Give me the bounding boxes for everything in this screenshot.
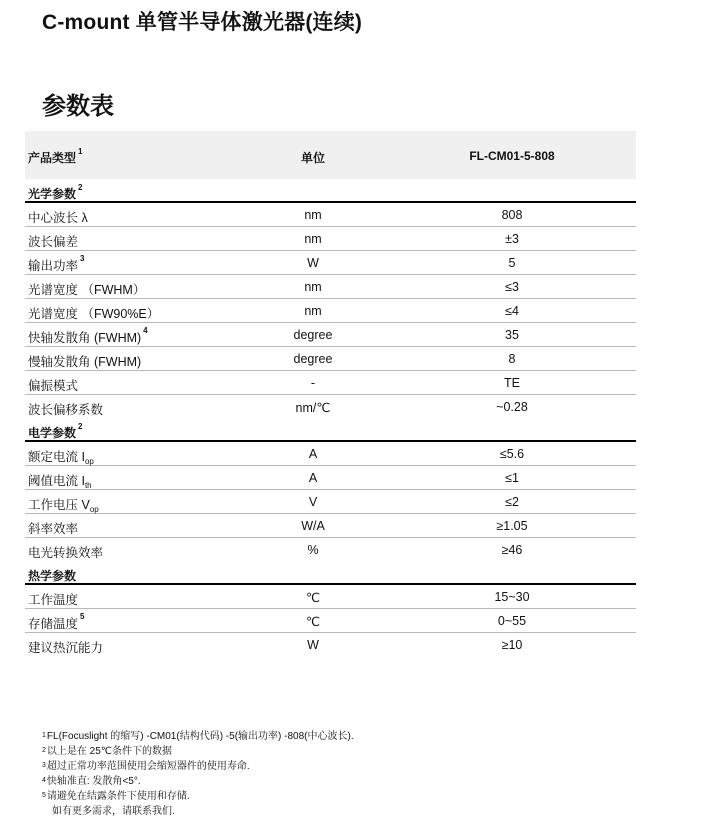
param-label: 偏振模式: [28, 379, 79, 393]
table-row: [25, 347, 636, 371]
param-value: 0~55: [497, 614, 527, 628]
param-unit: W: [307, 638, 319, 652]
table-row: [25, 442, 636, 466]
footnote-item: $^1$FL(Focuslight 的缩写) -CM01(结构代码) -5(输出功率) -808(中心波长).: [42, 731, 354, 742]
param-unit: ℃: [305, 591, 321, 605]
electrical-rows: [25, 442, 636, 561]
table-row: [25, 371, 636, 395]
param-unit: nm: [304, 232, 322, 246]
header-unit: 单位: [300, 151, 325, 165]
param-value: ≥46: [501, 543, 523, 557]
param-unit: degree: [293, 328, 333, 342]
param-unit: nm: [304, 208, 322, 222]
footnote-item: $^3$超过正常功率范围使用会缩短器件的使用寿命.: [42, 761, 250, 772]
param-value: 5: [508, 256, 516, 270]
param-label: 工作温度: [28, 593, 79, 607]
param-unit: W: [307, 256, 319, 270]
param-label: 工作电压 $V_{op}$: [28, 498, 99, 514]
param-unit: V: [308, 495, 318, 509]
param-value: ≥1.05: [496, 519, 528, 533]
param-label: 快轴发散角 (FWHM)$^4$: [28, 326, 148, 345]
thermal-rows: [25, 585, 636, 656]
optical-rows: [25, 203, 636, 418]
param-unit: ℃: [305, 615, 321, 629]
table-row: [25, 227, 636, 251]
param-unit: nm: [304, 280, 322, 294]
table-row: [25, 395, 636, 418]
param-value: ≥10: [501, 638, 523, 652]
table-row: [25, 609, 636, 633]
param-label: 波长偏移系数: [28, 403, 104, 417]
param-label: 阈值电流 $I_{th}$: [28, 474, 92, 490]
param-value: 15~30: [494, 590, 530, 604]
param-label: 光谱宽度 （FWHM）: [28, 283, 146, 297]
param-label: 存储温度$^5$: [28, 612, 85, 631]
param-unit: W/A: [301, 519, 325, 533]
table-row: [25, 490, 636, 514]
footnote-item: $^5$请避免在结露条件下使用和存储.: [42, 791, 190, 802]
param-value: ≤1: [505, 471, 519, 485]
table-row: [25, 538, 636, 561]
param-label: 输出功率$^3$: [28, 254, 85, 273]
table-row: [25, 275, 636, 299]
param-unit: -: [310, 376, 316, 390]
param-label: 斜率效率: [28, 522, 79, 536]
param-value: ±3: [505, 232, 519, 246]
table-row: [25, 251, 636, 275]
header-product-type: 产品类型 $^1$: [28, 147, 83, 165]
electrical-section-header: 电学参数 $^2$: [25, 418, 636, 442]
header-model: FL-CM01-5-808: [469, 149, 555, 163]
param-value: ≤5.6: [499, 447, 525, 461]
param-value: 808: [501, 208, 523, 222]
table-row: [25, 633, 636, 656]
param-unit: nm: [304, 304, 322, 318]
param-value: TE: [504, 376, 520, 390]
param-label: 光谱宽度 （FW90%E）: [28, 307, 160, 321]
param-label: 额定电流 $I_{op}$: [28, 450, 94, 466]
param-value: ~0.28: [496, 400, 528, 414]
param-label: 建议热沉能力: [28, 641, 104, 655]
param-value: 35: [505, 328, 519, 342]
footnote-item: 如有更多需求，请联系我们.: [52, 806, 175, 817]
spec-table: [25, 131, 636, 656]
param-unit: A: [308, 471, 318, 485]
table-row: [25, 585, 636, 609]
param-unit: A: [308, 447, 318, 461]
param-value: ≤2: [505, 495, 519, 509]
param-label: 慢轴发散角 (FWHM): [28, 355, 142, 369]
footnotes: [42, 730, 354, 820]
table-row: [25, 323, 636, 347]
thermal-section-header: 热学参数: [25, 561, 636, 585]
param-label: 中心波长 λ: [28, 211, 88, 225]
table-row: [25, 299, 636, 323]
footnote-item: $^4$快轴准直: 发散角<5°.: [42, 776, 141, 787]
table-row: [25, 203, 636, 227]
footnote-item: $^2$以上是在 25℃条件下的数据: [42, 746, 173, 757]
optical-section-header: 光学参数 $^2$: [25, 179, 636, 203]
table-header: [25, 131, 636, 179]
param-label: 波长偏差: [28, 235, 79, 249]
section-title: 参数表: [42, 93, 114, 120]
param-value: ≤3: [505, 280, 519, 294]
param-unit: %: [307, 543, 319, 557]
param-value: ≤4: [505, 304, 519, 318]
table-row: [25, 466, 636, 490]
param-unit: degree: [293, 352, 333, 366]
page-title: C-mount 单管半导体激光器(连续): [42, 11, 363, 34]
table-row: [25, 514, 636, 538]
param-value: 8: [508, 352, 516, 366]
param-label: 电光转换效率: [28, 546, 104, 560]
param-unit: nm/℃: [295, 401, 331, 415]
